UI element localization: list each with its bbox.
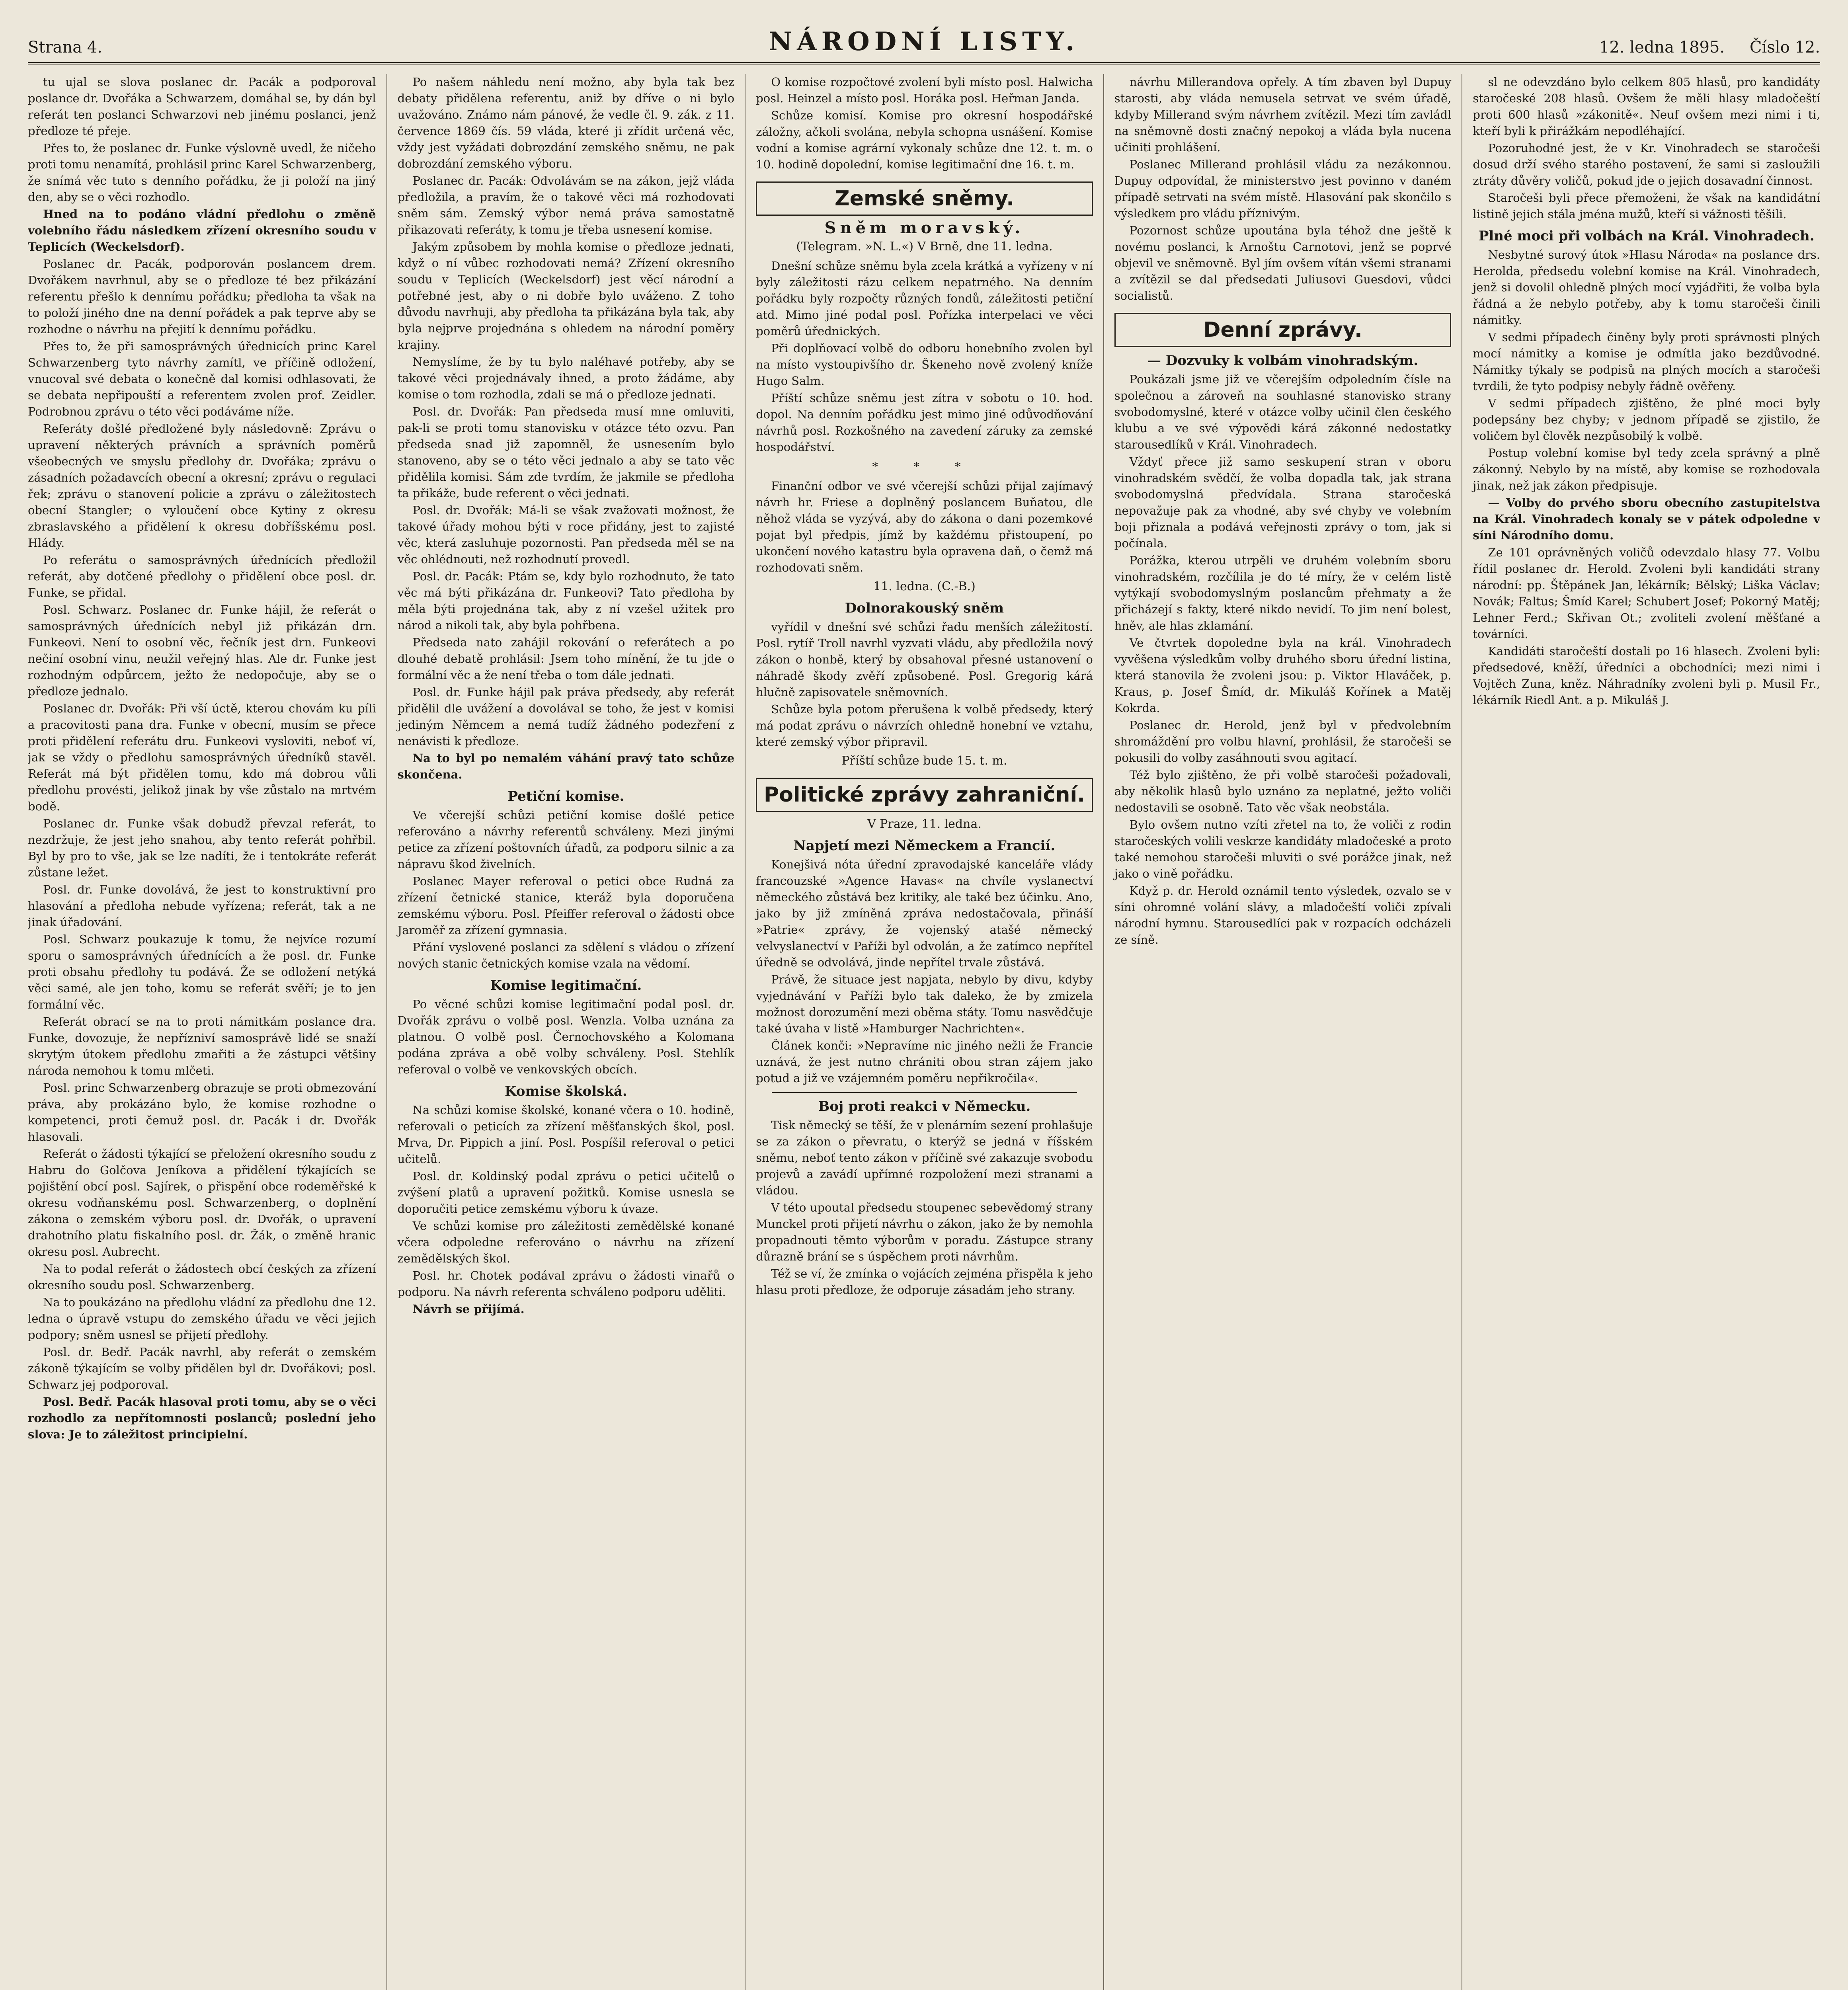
section-heading: Komise legitimační. bbox=[490, 977, 642, 993]
paragraph: Ve včerejší schůzi petiční komise došlé petice referováno a návrhy referentů schváleny. Mezi jinými petice za zřízení poštovních úřadů, za podporu silnic a za nápravu škod živelních. bbox=[397, 808, 735, 871]
section-heading: Boj proti reakci v Německu. bbox=[818, 1098, 1031, 1114]
paragraph: Poslanec dr. Funke však dobudž převzal referát, to nezdržuje, že jest jeho snahou, aby tento referát pohřbil. Byl by pro to vše, jak se lze nadíti, že i tentokráte referát zůstane ležet. bbox=[28, 817, 376, 879]
section-title-politicke-zpravy: Politické zprávy zahraniční. bbox=[756, 778, 1093, 812]
paragraph: Posl. dr. Bedř. Pacák navrhl, aby referát o zemském zákoně týkajícím se volby přidělen byl dr. Dvořákovi; posl. Schwarz jej podporoval. bbox=[28, 1345, 376, 1391]
paragraph: Jakým způsobem by mohla komise o předloze jednati, když o ní vůbec rozhodovati nemá? Zřízení okresního soudu v Teplicích (Weckelsdorf) jest věcí národní a potřebné jest, aby o ni dobře bylo uváženo. Z toho důvodu navrhuji, aby předloha ta přikázána byla tak, aby byla nejprve projednána s ohledem na národní poměry krajiny. bbox=[397, 240, 735, 351]
paragraph: Posl. princ Schwarzenberg obrazuje se proti obmezování práva, aby prokázáno bylo, že komise rozhodne o kompetenci, proti čemuž posl. dr. Pacák i dr. Dvořák hlasovali. bbox=[28, 1081, 376, 1143]
paragraph: V sedmi případech činěny byly proti správnosti plných mocí námitky a komise je odmítla jako bezdůvodné. Námitky týkaly se podpisů na plných mocích a staročeši tvrdili, že tyto podpisy nebyly řádně ověřeny. bbox=[1473, 330, 1820, 393]
paragraph: sl ne odevzdáno bylo celkem 805 hlasů, pro kandidáty staročeské 208 hlasů. Ovšem že měli hlasy mladočeští proti 600 hlasů »zákonitě«. Neuf ovšem mezi nimi i ti, kteří byli k přirážkám nepodléhající. bbox=[1473, 75, 1820, 138]
column-1 bbox=[28, 74, 386, 1990]
paragraph: Hned na to podáno vládní předlohu o změně volebního řádu následkem zřízení okresního soudu v Teplicích (Weckelsdorf). bbox=[28, 207, 376, 254]
paragraph: Posl. dr. Funke hájil pak práva předsedy, aby referát přidělil dle uvážení a dovolával se toho, že jest v komisi jediným Němcem a nemá tudíž žádného podezření z nenávisti k předloze. bbox=[397, 685, 735, 748]
dateline: 11. ledna. (C.-B.) bbox=[873, 579, 976, 593]
paragraph: Přání vyslovené poslanci za sdělení s vládou o zřízení nových stanic četnických komise vzala na vědomí. bbox=[397, 940, 735, 970]
paragraph: Schůze byla potom přerušena k volbě předsedy, který má podat zprávu o návrzích ohledně honební ve vztahu, které zemský výbor připravil. bbox=[756, 702, 1093, 749]
paragraph: Posl. dr. Dvořák: Pan předseda musí mne omluviti, pak-li se proti tomu stanovisku v otázce této ozvu. Pan předseda snad již zapomněl, že usnesením bylo stanoveno, aby se o této věci jednalo a aby se tato věc přidělila komisi. Sám zde tvrdím, že jakmile se předloha ta přikáže, bude referent o věci jednati. bbox=[397, 405, 735, 500]
column-3 bbox=[745, 74, 1103, 1990]
section-heading: Komise školská. bbox=[504, 1083, 627, 1099]
end-note: Příští schůze bude 15. t. m. bbox=[841, 754, 1007, 768]
paragraph: Posl. Schwarz. Poslanec dr. Funke hájil, že referát o samosprávných úřednících nebyl již přikázán drn. Funkeovi. Není to osobní věc, řečník jest drn. Funkeovi nečiní osobní vinu, neužil veřejný hlas. Ale dr. Funke jest rozhodným odpůrcem, ježto že nedopočuje, aby se o předloze jednalo. bbox=[28, 603, 376, 698]
paragraph: Finanční odbor ve své včerejší schůzi přijal zajímavý návrh hr. Friese a doplněný poslancem Buňatou, dle něhož vláda se vyzývá, aby do zákona o dani pozemkové pojat byl předpis, jímž by každému přistoupení, po ukončení nového katastru byla opravena daň, o čemž má rozhodovati sněm. bbox=[756, 479, 1093, 574]
paragraph: V této upoutal předsedu stoupenec sebevědomý strany Munckel proti přijetí návrhu o zákon, jako že by nemohla propadnouti těmto výborům v poradu. Zástupce strany důrazně brání se s úspěchem proti návrhům. bbox=[756, 1201, 1093, 1263]
paragraph: Vždyť přece již samo seskupení stran v oboru vinohradském svědčí, že volba dopadla tak, jak strana svobodomyslná předvídala. Strana staročeská nepovažuje pak za vhodné, aby své chyby ve volebním boji přiznala a podává veřejnosti zprávy o tom, jak si počínala. bbox=[1114, 455, 1452, 550]
paragraph: Pozoruhodné jest, že v Kr. Vinohradech se staročeši dosud drží svého starého postavení, že sami si zasloužili ztráty důvěry voličů, pokud jde o jejich dosavadní činnost. bbox=[1473, 141, 1820, 187]
issue-date: 12. ledna 1895. bbox=[1599, 38, 1725, 57]
section-title-zemske-snemy: Zemské sněmy. bbox=[756, 181, 1093, 216]
paragraph: Konejšivá nóta úřední zpravodajské kanceláře vlády francouzské »Agence Havas« na chvíle vyslanectví německého zůstává bez kritiky, ale také bez účinku. Ano, jako by již zmíněná zpráva nedostačovala, přináší »Patrie« zprávy, že vojenský atašé německý velvyslanectví v Paříži byl odvolán, a že zatímco nepřítel úředně se odvolává, jinde nepřítel trvale zůstává. bbox=[756, 858, 1093, 969]
paragraph: Posl. hr. Chotek podával zprávu o žádosti vinařů o podporu. Na návrh referenta schváleno podporu uděliti. bbox=[397, 1269, 735, 1299]
section-heading: Plné moci při volbách na Král. Vinohradech. bbox=[1478, 228, 1815, 244]
paragraph: O komise rozpočtové zvolení byli místo posl. Halwicha posl. Heinzel a místo posl. Horáka posl. Heřman Janda. bbox=[756, 75, 1093, 105]
column-2 bbox=[386, 74, 745, 1990]
paragraph: Právě, že situace jest napjata, nebylo by divu, kdyby vyjednávání v Paříži bylo tak daleko, že by zmizela možnost dorozumění mezi oběma státy. Tomu nasvědčuje také úvaha v listě »Hamburger Nachrichten«. bbox=[756, 973, 1093, 1035]
paragraph: návrhu Millerandova opřely. A tím zbaven byl Dupuy starosti, aby vláda nemusela setrvat ve svém úřadě, kdyby Millerand svým návrhem zvítězil. Mezi tím zavládl na sněmovně dosti značný nepokoj a vláda byla nucena učiniti prohlášení. bbox=[1114, 75, 1452, 154]
paragraph: Nesbytné surový útok »Hlasu Národa« na poslance drs. Herolda, předsedu volební komise na Král. Vinohradech, jenž si dovolil ohledně plných mocí vyjádřiti, že volba byla řádná a že nebylo potřeby, aby k tomu staročeši činili námitky. bbox=[1473, 248, 1820, 327]
paragraph: Bylo ovšem nutno vzíti zřetel na to, že voliči z rodin staročeských volili veskrze kandidáty mladočeské a proto také nemohou staročeši mluviti o své porážce jinak, než jako o vině pořádku. bbox=[1114, 818, 1452, 880]
paragraph: Nemyslíme, že by tu bylo naléhavé potřeby, aby se takové věci projednávaly ihned, a proto žádáme, aby komise o tom rozhodla, zdali se má o předloze jednati. bbox=[397, 355, 735, 401]
paragraph: Přes to, že při samosprávných úřednicích princ Karel Schwarzenberg tyto návrhy zamítl, ve příčině odložení, vnucoval své debata o konečně dal komisi odhlasovati, že se debata nepřipouští a referentem zvolen prof. Zeidler. Podrobnou zprávu o této věci podáváme níže. bbox=[28, 339, 376, 418]
paragraph: Přes to, že poslanec dr. Funke výslovně uvedl, že ničeho proti tomu nenamítá, prohlásil princ Karel Schwarzenberg, že snímá věc tuto s denního pořádku, že ji položí na jiný den, aby se o věci rozhodlo. bbox=[28, 141, 376, 204]
paragraph: Referát obrací se na to proti námitkám poslance dra. Funke, dovozuje, že nepřízniví samosprávě lidé se snaží skrytým útokem předlohu zmařiti a že zástupci většiny národa nemohou k tomu mlčeti. bbox=[28, 1015, 376, 1077]
paragraph: Po našem náhledu není možno, aby byla tak bez debaty přidělena referentu, aniž by dříve o ni bylo uvažováno. Známo nám pánové, že vedle čl. 9. zák. z 11. července 1869 čís. 59 vláda, které ji zřídit určená věc, vždy jest vyžádati dobrozdání zemského sněmu, ne pak dobrozdání zemského výboru. bbox=[397, 75, 735, 170]
paragraph: Na schůzi komise školské, konané včera o 10. hodině, referovali o peticích za zřízení měšťanských škol, posl. Mrva, Dr. Pippich a jiní. Posl. Pospíšil referoval o petici učitelů. bbox=[397, 1103, 735, 1166]
section-title-denni-zpravy: Denní zprávy. bbox=[1114, 313, 1452, 347]
paragraph: V sedmi případech zjištěno, že plné moci byly podepsány bez chyby; v jednom případě se zjistilo, že voličem byl člověk nezpůsobilý k volbě. bbox=[1473, 396, 1820, 443]
paragraph: Na to byl po nemalém váhání pravý tato schůze skončena. bbox=[397, 751, 735, 781]
paragraph: Též bylo zjištěno, že při volbě staročeši požadovali, aby několik hlasů bylo uznáno za neplatné, ježto voliči nedostavili se osobně. Tato věc však neobstála. bbox=[1114, 768, 1452, 814]
page-number: Strana 4. bbox=[28, 38, 102, 57]
dateline: V Praze, 11. ledna. bbox=[867, 817, 982, 831]
paragraph: Při doplňovací volbě do odboru honebního zvolen byl na místo vystoupivšího dr. Škeneho nově zvolený kníže Hugo Salm. bbox=[756, 341, 1093, 388]
paragraph: Poslanec dr. Dvořák: Při vší úctě, kterou chovám ku píli a pracovitosti pana dra. Funke v obecní, musím se přece proti přidělení referátu dru. Funkeovi vysloviti, neboť ví, jak se vždy o předlohu samosprávných úředníků stavěl. Referát má být přidělen tomu, kdo má dobrou vůli předlohu provésti, jelikož jinak by vše zůstalo na mrtvém bodě. bbox=[28, 702, 376, 813]
section-heading: Petiční komise. bbox=[507, 788, 624, 804]
paragraph: Ve schůzi komise pro záležitosti zemědělské konané včera odpoledne referováno o návrhu na zřízení zemědělských škol. bbox=[397, 1219, 735, 1265]
paragraph: Návrh se přijímá. bbox=[412, 1302, 525, 1316]
section-heading: Dolnorakouský sněm bbox=[845, 600, 1004, 616]
paragraph: Na to podal referát o žádostech obcí českých za zřízení okresního soudu posl. Schwarzenberg. bbox=[28, 1262, 376, 1292]
paragraph: — Volby do prvého sboru obecního zastupitelstva na Král. Vinohradech konaly se v pátek odpoledne v síni Národního domu. bbox=[1473, 496, 1820, 542]
masthead bbox=[28, 21, 1820, 64]
section-subtitle: Sněm moravský. bbox=[824, 219, 1024, 237]
paragraph: Referáty došlé předložené byly následovně: Zprávu o upravení některých právních a správních poměrů všeobecných ve smyslu předlohy dr. Dvořáka; zprávu o zásadních požadavcích obecní a okresní; zprávu o regulaci řek; zprávu o stanovení policie a zprávu o záležitostech obecní Stangler; o vyloučení obce Kytiny z okresu zbraslavského a přidělení k okresu dobříšskému posl. Hlády. bbox=[28, 422, 376, 550]
paragraph: Referát o žádosti týkající se přeložení okresního soudu z Habru do Golčova Jeníkova a přidělení týkajících se pojištění obcí posl. Sajírek, o přispění obce rodeměřské k okresu vodňanskému posl. Schwarzenberg, o doplnění zákona o zemském výboru posl. dr. Dvořák, o upravení drahotního platu fiskalního posl. dr. Žák, o změně hranic okresu posl. Aubrecht. bbox=[28, 1147, 376, 1258]
paragraph: Postup volební komise byl tedy zcela správný a plně zákonný. Nebylo by na místě, aby komise se rozhodovala jinak, než jak zákon předpisuje. bbox=[1473, 446, 1820, 492]
newspaper-title: NÁRODNÍ LISTY. bbox=[769, 27, 1079, 57]
paragraph: Schůze komisí. Komise pro okresní hospodářské záložny, ačkoli svolána, nebyla schopna usnášení. Komise vodní a komise agrární vykonaly schůze dne 12. t. m. o 10. hodině dopolední, komise legitimační dne 16. t. m. bbox=[756, 109, 1093, 171]
paragraph: Porážka, kterou utrpěli ve druhém volebním sboru vinohradském, rozčílila je do té míry, že v celém listě vytýkají svobodomyslným poslancům přehmaty a že přicházejí s fakty, které nikdo nevidí. To jim není bolest, hněv, ale hlas zklamání. bbox=[1114, 554, 1452, 632]
paragraph: Posl. dr. Pacák: Ptám se, kdy bylo rozhodnuto, že tato věc má býti přikázána dr. Funkeovi? Tato předloha by měla býti projednána tak, aby z ní vzešel užitek pro národ a nikoli tak, aby byla pohřbena. bbox=[397, 570, 735, 632]
paragraph: Tisk německý se těší, že v plenárním sezení prohlašuje se za zákon o převratu, o kterýž se jedná v říšském sněmu, neboť tento zákon v příčině své zakazuje svobodu projevů a zavádí upřímné rozpoložení mezi stranami a vládou. bbox=[756, 1118, 1093, 1197]
article-columns bbox=[28, 74, 1820, 1990]
column-4 bbox=[1103, 74, 1462, 1990]
issue-number: Číslo 12. bbox=[1749, 38, 1820, 57]
paragraph: Ze 101 oprávněných voličů odevzdalo hlasy 77. Volbu řídil poslanec dr. Herold. Zvoleni byli kandidáti strany národní: pp. Štěpánek Jan, lékárník; Bělský; Liška Václav; Novák; Faltus; Šmíd Karel; Schubert Josef; Pokorný Matěj; Lehner Ferd.; Skřivan Ot.; zvoliteli zvolení měšťané a továrníci. bbox=[1473, 546, 1820, 641]
paragraph: Staročeši byli přece přemoženi, že však na kandidátní listině jejich stála jména mužů, kteří si vážnosti těšili. bbox=[1473, 191, 1820, 221]
paragraph: tu ujal se slova poslanec dr. Pacák a podporoval poslance dr. Dvořáka a Schwarzem, domáhal se, by dán byl referát ten poslanci Schwarzovi neb jinému poslanci, jenž předloze té přeje. bbox=[28, 75, 376, 138]
paragraph: Poslanec Millerand prohlásil vládu za nezákonnou. Dupuy odpovídal, že ministerstvo jest povinno v daném případě setrvati na svém místě. Hlasování pak skončilo s výsledkem pro vládu příznivým. bbox=[1114, 158, 1452, 220]
section-heading: Napjetí mezi Německem a Francií. bbox=[793, 838, 1056, 854]
paragraph: Článek konči: »Nepravíme nic jiného nežli že Francie uznává, že jest nutno chrániti obou stran zájem jako potud a již ve vzájemném poměru nepřikročila«. bbox=[756, 1039, 1093, 1085]
paragraph: Na to poukázáno na předlohu vládní za předlohu dne 12. ledna o úpravě vstupu do zemského úřadu ve věci jejich podpory; sněm usnesl se přijetí předlohy. bbox=[28, 1295, 376, 1342]
paragraph: Ve čtvrtek dopoledne byla na král. Vinohradech vyvěšena výsledkům volby druhého sboru úřední listina, která stanovila že zvoleni jsou: p. Viktor Hlaváček, p. Kraus, p. Josef Šmíd, dr. Mikuláš Kořínek a Matěj Kokrda. bbox=[1114, 636, 1452, 715]
separator: * * * bbox=[872, 460, 977, 473]
date-issue bbox=[1502, 38, 1820, 57]
section-heading: — Dozvuky k volbám vinohradským. bbox=[1147, 353, 1419, 369]
paragraph: Poslanec Mayer referoval o petici obce Rudná za zřízení četnické stanice, kteráž byla doporučena zemskému výboru. Posl. Pfeiffer referoval o žádosti obce Jaroměř za zřízení gymnasia. bbox=[397, 874, 735, 937]
paragraph: Kandidáti staročeští dostali po 16 hlasech. Zvoleni byli: předsedové, kněží, úředníci a obchodníci; mezi nimi i Vojtěch Zuna, kněz. Náhradníky zvoleni byli p. Musil Fr., lékárník Riedl Ant. a p. Mikuláš J. bbox=[1473, 644, 1820, 707]
paragraph: Posl. dr. Dvořák: Má-li se však zvažovati možnost, že takové úřady mohou býti v roce přidány, jest to zajisté věc, která zasluhuje pozornosti. Pan předseda měl se na věc ohlédnouti, než rozhodnutí provedl. bbox=[397, 503, 735, 566]
column-5 bbox=[1462, 74, 1820, 1990]
paragraph: Posl. dr. Koldinský podal zprávu o petici učitelů o zvýšení platů a upravení požitků. Komise usnesla se doporučiti petice zemskému výboru k úvaze. bbox=[397, 1169, 735, 1215]
dateline: (Telegram. »N. L.«) V Brně, dne 11. ledna. bbox=[796, 240, 1053, 254]
paragraph: vyřídil v dnešní své schůzi řadu menších záležitostí. Posl. rytíř Troll navrhl vyzvati vládu, aby předložila nový zákon o honbě, který by obsahoval přesné ustanovení o náhradě škody zvěří způsobené. Posl. Gregorig kárá hlučně zapisovatele sněmovních. bbox=[756, 620, 1093, 699]
paragraph: Posl. Schwarz poukazuje k tomu, že nejvíce rozumí sporu o samosprávných úřednících a že posl. dr. Funke proti obsahu předlohy tu podává. Že se odložení netýká věci samé, ale jen toho, komu se referát svěří; je to jen formální věc. bbox=[28, 933, 376, 1011]
paragraph: Poslanec dr. Pacák: Odvolávám se na zákon, jejž vláda předložila, a pravím, že o takové věci má rozhodovati sněm sám. Zemský výbor nemá práva samostatně přikazovati referáty, k tomu je třeba usnesení komise. bbox=[397, 174, 735, 236]
paragraph: Posl. dr. Funke dovolává, že jest to konstruktivní pro hlasování a předloha nebude vyřízena; referát, tak a ne jinak úřadování. bbox=[28, 883, 376, 929]
paragraph: Posl. Bedř. Pacák hlasoval proti tomu, aby se o věci rozhodlo za nepřítomnosti poslanců; poslední jeho slova: Je to záležitost principielní. bbox=[28, 1395, 376, 1441]
paragraph: Poslanec dr. Pacák, podporován poslancem drem. Dvořákem navrhnul, aby se o předloze té bez přikázání referentu přešlo k dennímu pořádku; předloha ta však na to položí jiného dne na denní pořádek a pak teprve aby se rozhodne o návrhu na přejití k dennímu pořádku. bbox=[28, 257, 376, 336]
paragraph: Předseda nato zahájil rokování o referátech a po dlouhé debatě prohlásil: Jsem toho mínění, že tu jde o formální věc a že není třeba o tom dále jednati. bbox=[397, 636, 735, 682]
paragraph: Příští schůze sněmu jest zítra v sobotu o 10. hod. dopol. Na denním pořádku jest mimo jiné odůvodňování návrhů posl. Rozkošného na zavedení záruky za zemské hospodářství. bbox=[756, 391, 1093, 454]
divider bbox=[772, 1092, 1077, 1093]
paragraph: Dnešní schůze sněmu byla zcela krátká a vyřízeny v ní byly záležitosti rázu celkem nepatrného. Na denním pořádku byly rozpočty různých fondů, záležitosti petiční atd. Mimo jiné podal posl. Pořízka interpelaci ve věci poměrů úřednických. bbox=[756, 259, 1093, 338]
paragraph: Poukázali jsme již ve včerejším odpoledním čísle na společnou a zároveň na souhlasné stanovisko strany svobodomyslné, které v otázce volby učinil člen českého klubu a ve své výpovědi kárá zákonné nedostatky starousedlíků v Král. Vinohradech. bbox=[1114, 373, 1452, 451]
paragraph: Po referátu o samosprávných úřednících předložil referát, aby dotčené předlohy o přidělení obce posl. dr. Funke, se přidal. bbox=[28, 553, 376, 599]
paragraph: Po věcné schůzi komise legitimační podal posl. dr. Dvořák zprávu o volbě posl. Wenzla. Volba uznána za platnou. O volbě posl. Černochovského a Kolomana podána zpráva a obě volby schváleny. Posl. Stehlík referoval o volbě ve venkovských obcích. bbox=[397, 997, 735, 1076]
paragraph: Též se ví, že zmínka o vojácích zejména přispěla k jeho hlasu proti předloze, že odporuje zásadám jeho strany. bbox=[756, 1267, 1093, 1297]
paragraph: Poslanec dr. Herold, jenž byl v předvolebním shromáždění pro volbu hlavní, prohlásil, že staročeši se pokusili do volby zasáhnouti svou agitací. bbox=[1114, 718, 1452, 765]
paragraph: Pozornost schůze upoutána byla téhož dne ještě k novému poslanci, k Arnoštu Carnotovi, jenž se poprvé objevil ve sněmovně. Byl jím ovšem vítán všemi stranami a zvítězil se dal předsedati Juliusovi Guesdovi, vůdci socialistů. bbox=[1114, 224, 1452, 302]
paragraph: Když p. dr. Herold oznámil tento výsledek, ozvalo se v síni ohromné volání slávy, a mladočeští voliči zpívali národní hymnu. Starousedlíci pak v rozpacích odcházeli ze síně. bbox=[1114, 884, 1452, 946]
